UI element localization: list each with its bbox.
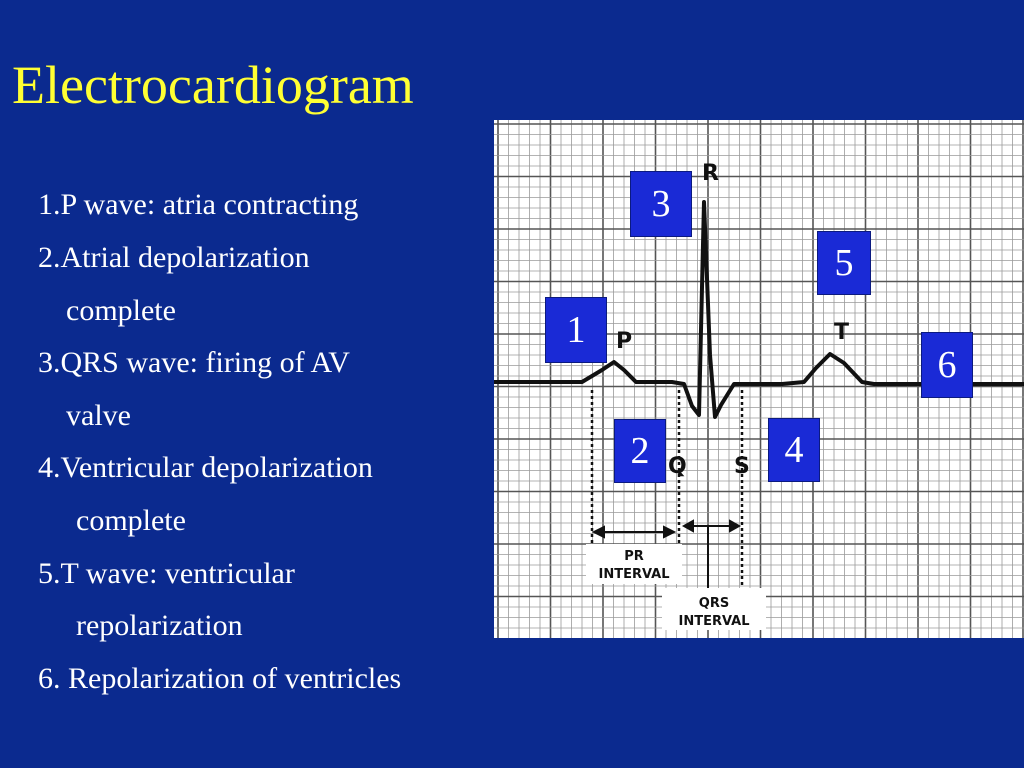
list-item-continuation: repolarization — [76, 609, 243, 642]
marker-1: 1 — [546, 298, 606, 362]
list-item-continuation: complete — [66, 294, 176, 327]
t-wave-label: T — [834, 320, 850, 345]
pr-interval-label-line1: PR — [624, 549, 644, 564]
p-wave-label: P — [616, 329, 633, 354]
q-wave-label: Q — [668, 454, 687, 479]
list-item: 1.P wave: atria contracting — [38, 188, 359, 221]
qrs-interval-label-line2: INTERVAL — [678, 614, 750, 629]
s-wave-label: S — [734, 454, 750, 479]
list-item: 6. Repolarization of ventricles — [38, 662, 402, 695]
marker-5: 5 — [818, 232, 870, 294]
r-wave-label: R — [702, 161, 719, 186]
list-item: 2.Atrial depolarization — [38, 241, 310, 274]
list-item: 4.Ventricular depolarization — [38, 451, 373, 484]
list-item-continuation: complete — [76, 504, 186, 537]
marker-3: 3 — [631, 172, 691, 236]
marker-4: 4 — [769, 419, 819, 481]
list-item: 3.QRS wave: firing of AV — [38, 346, 350, 379]
marker-2: 2 — [615, 420, 665, 482]
pr-interval-label-line2: INTERVAL — [598, 567, 670, 582]
slide-title: Electrocardiogram — [12, 55, 414, 115]
qrs-interval-label-line1: QRS — [698, 596, 730, 611]
list-item: 5.T wave: ventricular — [38, 557, 295, 590]
marker-6: 6 — [922, 333, 972, 397]
list-item-continuation: valve — [66, 399, 131, 432]
